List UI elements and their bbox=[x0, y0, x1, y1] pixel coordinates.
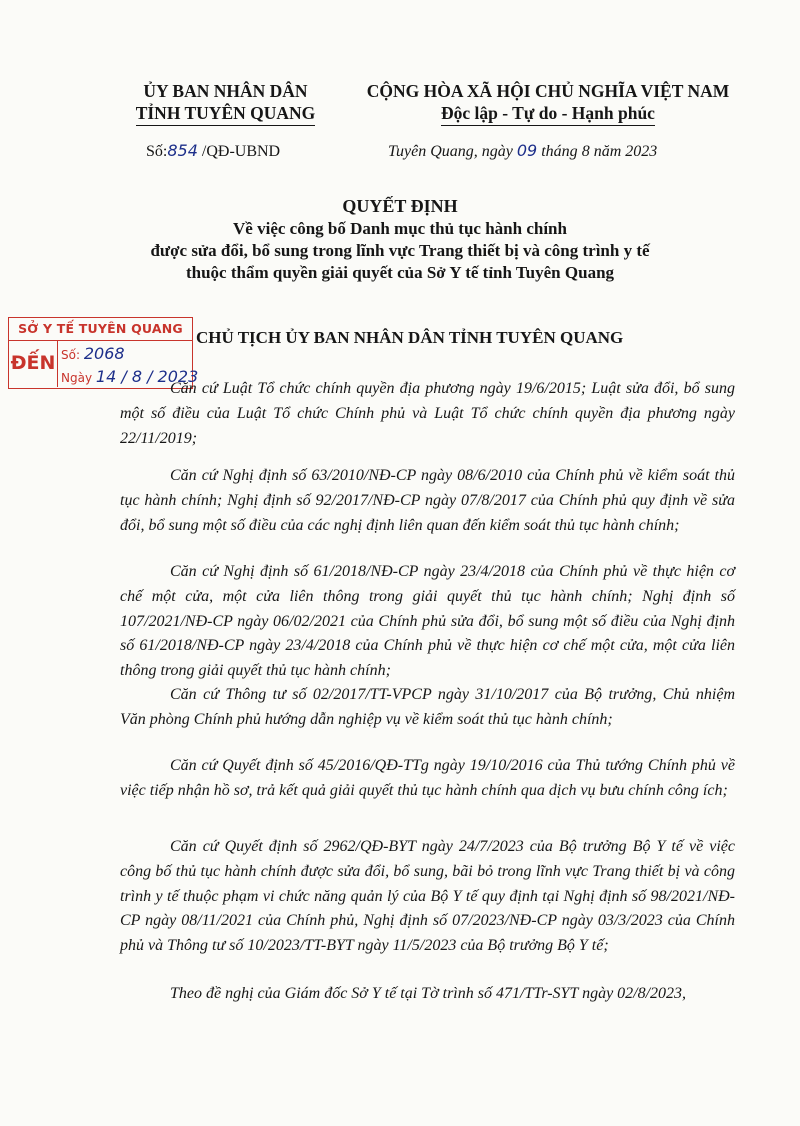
title-subject-2: được sửa đổi, bổ sung trong lĩnh vực Trang thiết bị và công trình y tế bbox=[150, 241, 650, 260]
handwritten-number: 854 bbox=[167, 141, 198, 160]
title-subject-1: Về việc công bố Danh mục thủ tục hành chính bbox=[233, 219, 567, 238]
country-name: CỘNG HÒA XÃ HỘI CHỦ NGHĨA VIỆT NAM bbox=[366, 81, 730, 101]
legal-basis-5: Căn cứ Quyết định số 45/2016/QĐ-TTg ngày 19/10/2016 của Thủ tướng Chính phủ về việc tiếp nhận hồ sơ, trả kết quả giải quyết thủ tục hành chính qua dịch vụ bưu chính công ích; bbox=[120, 757, 735, 799]
issuing-authority bbox=[118, 80, 333, 126]
issuer-heading: CHỦ TỊCH ỦY BAN NHÂN DÂN TỈNH TUYÊN QUANG bbox=[196, 328, 624, 347]
legal-basis-4: Căn cứ Thông tư số 02/2017/TT-VPCP ngày 31/10/2017 của Bộ trưởng, Chủ nhiệm Văn phòng Chính phủ hướng dẫn nghiệp vụ về kiểm soát thủ tục hành chính; bbox=[120, 686, 735, 728]
stamp-date-field: Ngày 14 / 8 / 2023 bbox=[61, 367, 199, 386]
motto: Độc lập - Tự do - Hạnh phúc bbox=[441, 102, 655, 126]
title-heading: QUYẾT ĐỊNH bbox=[342, 196, 458, 216]
stamp-den-label: ĐẾN bbox=[9, 340, 58, 387]
document-title bbox=[100, 194, 700, 284]
legal-basis-6: Căn cứ Quyết định số 2962/QĐ-BYT ngày 24/7/2023 của Bộ trưởng Bộ Y tế về việc công bố thủ tục hành chính được sửa đổi, bổ sung, bãi bỏ trong lĩnh vực Trang thiết bị và công trình y tế thuộc phạm vi chức năng quản lý của Bộ Y tế quy định tại Nghị định số 98/2021/NĐ-CP ngày 08/11/2021 của Chính phủ, Nghị định số 07/2023/NĐ-CP ngày 03/3/2023 của Chính phủ và Thông tư số 10/2023/TT-BYT ngày 11/5/2023 của Bộ trưởng Bộ Y tế; bbox=[120, 838, 735, 955]
issue-date: Tuyên Quang, ngày 09 tháng 8 năm 2023 bbox=[388, 141, 658, 160]
proposal-paragraph: Theo đề nghị của Giám đốc Sở Y tế tại Tờ trình số 471/TTr-SYT ngày 02/8/2023, bbox=[170, 985, 687, 1002]
national-motto bbox=[348, 80, 748, 126]
stamp-number-value: 2068 bbox=[83, 344, 125, 363]
authority-line-1: ỦY BAN NHÂN DÂN bbox=[143, 81, 308, 101]
authority-line-2: TỈNH TUYÊN QUANG bbox=[136, 102, 316, 126]
legal-basis-1: Căn cứ Luật Tổ chức chính quyền địa phương ngày 19/6/2015; Luật sửa đổi, bổ sung một số điều của Luật Tổ chức Chính phủ và Luật Tổ chức chính quyền địa phương ngày 22/11/2019; bbox=[120, 380, 735, 447]
legal-basis-2: Căn cứ Nghị định số 63/2010/NĐ-CP ngày 08/6/2010 của Chính phủ về kiểm soát thủ tục hành chính; Nghị định số 92/2017/NĐ-CP ngày 07/8/2017 của Chính phủ quy định về sửa đổi, bổ sung một số điều của các nghị định liên quan đến kiểm soát thủ tục hành chính; bbox=[120, 467, 735, 534]
handwritten-day: 09 bbox=[516, 141, 538, 160]
stamp-org: SỞ Y TẾ TUYÊN QUANG bbox=[9, 318, 192, 341]
month: 8 bbox=[581, 143, 590, 160]
legal-basis-3: Căn cứ Nghị định số 61/2018/NĐ-CP ngày 23/4/2018 của Chính phủ về thực hiện cơ chế một cửa, một cửa liên thông trong giải quyết thủ tục hành chính; Nghị định số 107/2021/NĐ-CP ngày 06/02/2021 của Chính phủ sửa đổi, bổ sung một số điều của Nghị định số 61/2018/NĐ-CP ngày 23/4/2018 của Chính phủ về thực hiện cơ chế một cửa, một cửa liên thông trong giải quyết thủ tục hành chính; bbox=[120, 563, 735, 680]
stamp-number-field: Số: 2068 bbox=[61, 344, 125, 363]
title-subject-3: thuộc thẩm quyền giải quyết của Sở Y tế tỉnh Tuyên Quang bbox=[185, 263, 615, 282]
stamp-date-value: 14 / 8 / 2023 bbox=[95, 367, 199, 386]
document-number: Số:854 /QĐ-UBND bbox=[146, 141, 281, 160]
